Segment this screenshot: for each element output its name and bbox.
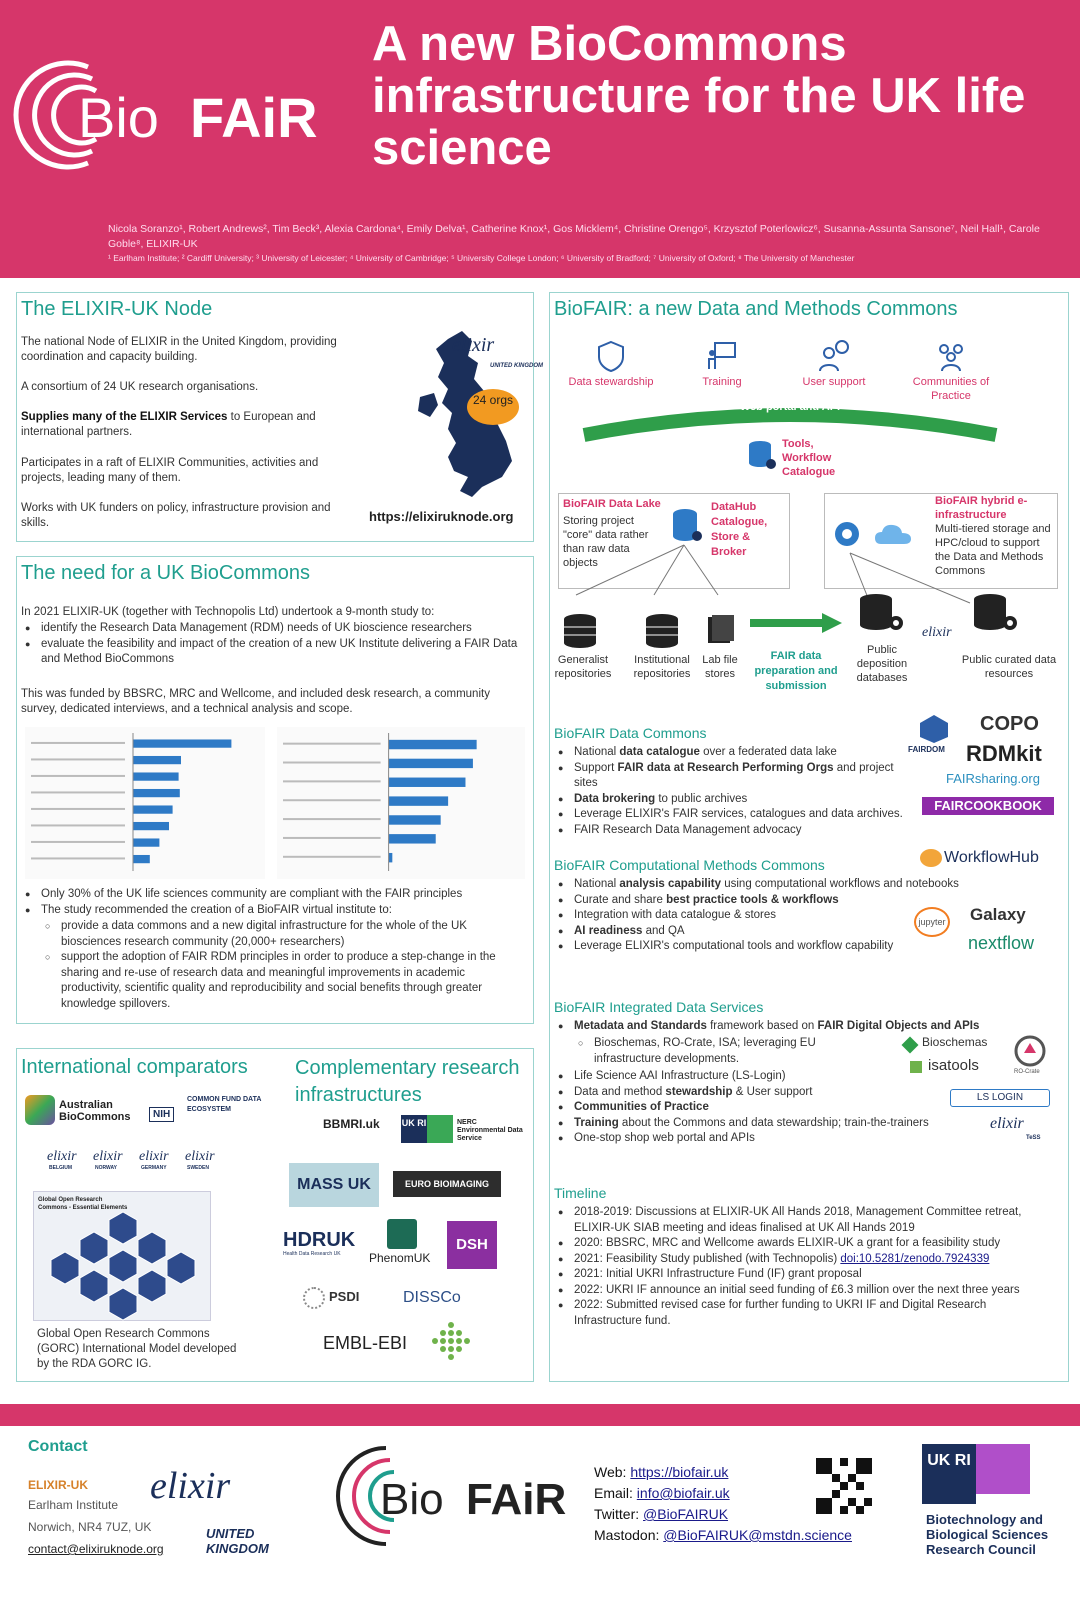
integrated-item: ● Life Science AAI Infrastructure (LS-Login): [554, 1069, 1024, 1085]
doi-link[interactable]: doi:10.5281/zenodo.7924339: [840, 1252, 990, 1265]
gorc-diagram-title: Global Open Research Commons - Essential Elements: [38, 1197, 128, 1211]
elixir-germany-logo: elixir: [139, 1149, 169, 1164]
list-item: [554, 939, 1024, 955]
icon-user-support: [794, 339, 874, 389]
chart-bar: [389, 815, 441, 824]
survey-chart-1: [25, 727, 265, 879]
integrated-text: framework based on: [706, 1020, 818, 1032]
lab-file-store-icon: [704, 613, 736, 645]
icon-label: Data stewardship: [568, 376, 654, 388]
chart-bar: [389, 853, 393, 862]
list-item: [554, 877, 1024, 893]
fair-prep-arrow-icon: [748, 611, 844, 635]
item-text: Leverage ELIXIR's FAIR services, catalogues and data archives.: [574, 808, 903, 820]
nextflow-logo: nextflow: [968, 933, 1035, 953]
timeline-item: ● 2020: BBSRC, MRC and Wellcome awards ELIXIR-UK a grant for a feasibility study: [554, 1236, 1024, 1252]
data-commons-list: [554, 745, 914, 838]
chart-bar: [133, 805, 173, 813]
affiliations: ¹ Earlham Institute; ² Cardiff University; ³ University of Leicester; ⁴ University of Cambridge; ⁵ University College London; ⁶ University of Bradford; ⁷ University of Oxford; ⁸ The University of Manchester: [108, 253, 855, 263]
hdruk-logo: HDRUK: [283, 1229, 356, 1251]
chart-bar: [133, 739, 231, 747]
elixir-node-p4: Participates in a raft of ELIXIR Communities, activities and projects, leading many of them.: [21, 457, 319, 484]
item-text: Curate and share: [574, 893, 667, 906]
chart-bar: [389, 834, 436, 843]
contact-org: ELIXIR-UK: [28, 1478, 88, 1492]
list-item: [554, 924, 1024, 940]
timeline-item: [554, 1252, 1024, 1268]
elixir-node-heading: The ELIXIR-UK Node: [21, 298, 213, 320]
elixir-node-p3-rest: to European and international partners.: [21, 411, 316, 438]
footer-biofair-logo: [336, 1440, 586, 1552]
chart-bar: [133, 822, 169, 830]
contact-heading: Contact: [28, 1438, 88, 1455]
ukri-logo: UK RI: [922, 1444, 976, 1504]
qr-code-icon[interactable]: [816, 1458, 872, 1514]
public-curated-db-icon: [970, 593, 1020, 633]
header-banner: [0, 0, 1080, 278]
elixir-sweden-logo: elixir: [185, 1149, 215, 1164]
data-lake-title: BioFAIR Data Lake: [563, 498, 661, 510]
elixir-map-logo: elixir: [452, 334, 495, 356]
item-text: Support: [574, 761, 618, 774]
data-commons-heading: BioFAIR Data Commons: [554, 725, 707, 741]
bbsrc-label: Biotechnology and Biological Sciences Research Council: [926, 1512, 1049, 1557]
need-heading: The need for a UK BioCommons: [21, 562, 311, 584]
generalist-repo-label: Generalist repositories: [554, 654, 612, 680]
elixir-node-p5: Works with UK funders on policy, infrastructure provision and skills.: [21, 502, 331, 529]
gorc-caption: Global Open Research Commons (GORC) International Model developed by the RDA GORC IG.: [37, 1328, 237, 1370]
category-label-placeholder: [31, 775, 125, 777]
footer-mastodon-row: [594, 1525, 852, 1546]
item-bold: data catalogue: [619, 746, 700, 758]
footer-contact-block: [594, 1462, 852, 1546]
logo-bio: Bio: [78, 86, 159, 149]
timeline-item: ● 2021: Initial UKRI Infrastructure Fund (IF) grant proposal: [554, 1267, 1024, 1283]
elixir-map-sub: UNITED KINGDOM: [490, 363, 543, 369]
orgs-badge: 24 orgs: [467, 389, 519, 425]
integrated-sublist: [574, 1036, 834, 1067]
nerc-icon: [427, 1115, 453, 1143]
lslogin-logo: LS LOGIN: [950, 1089, 1050, 1107]
list-item: [554, 761, 914, 792]
panel-elixir-node: [16, 292, 543, 542]
australian-biocommons-logo: Australian BioCommons: [59, 1099, 131, 1123]
comp-methods-heading: BioFAIR Computational Methods Commons: [554, 857, 825, 873]
chart-bar: [133, 855, 150, 863]
integrated-subitem: ○ Bioschemas, RO-Crate, ISA; leveraging EU infrastructure developments.: [574, 1036, 834, 1067]
fairdom-icon: [914, 713, 954, 745]
chart-bar: [133, 789, 180, 797]
chart-bar: [389, 740, 477, 749]
rocrate-icon: [1008, 1033, 1052, 1069]
data-lake-text: Storing project "core" data rather than raw data objects: [563, 515, 649, 569]
survey-chart-2: [277, 727, 525, 879]
chart-bar: [389, 778, 466, 787]
timeline-heading: Timeline: [554, 1185, 607, 1201]
contact-email-link[interactable]: contact@elixiruknode.org: [28, 1542, 164, 1556]
emblebi-dots-icon: [431, 1321, 471, 1361]
fairsharing-logo: FAIRsharing.org: [946, 771, 1040, 786]
gorc-diagram: [33, 1191, 211, 1321]
lab-file-store-label: Lab file stores: [702, 654, 738, 680]
phenomuk-icon: [387, 1219, 417, 1249]
fairdom-logo: FAIRDOM: [908, 745, 945, 754]
web-label: Web:: [594, 1464, 627, 1480]
category-label-placeholder: [283, 799, 381, 801]
footer-elixir-logo: elixir: [150, 1465, 231, 1507]
need-bullet: ● Only 30% of the UK life sciences community are compliant with the FAIR principles: [21, 887, 526, 903]
database-icon: [671, 508, 703, 544]
emblebi-logo: EMBL-EBI: [323, 1333, 408, 1353]
contact-inst: Earlham Institute: [28, 1498, 119, 1512]
isatools-icon: [910, 1061, 922, 1073]
phenomuk-logo: PhenomUK: [369, 1251, 431, 1265]
chart-bar: [133, 772, 179, 780]
hybrid-title: BioFAIR hybrid e-infrastructure: [935, 495, 1028, 521]
bbmri-logo: BBMRI.uk: [323, 1117, 380, 1131]
list-item: [554, 745, 914, 761]
intl-heading: International comparators: [21, 1056, 248, 1078]
list-item: [554, 823, 914, 839]
bioschemas-icon: [902, 1037, 919, 1054]
integrated-bold: stewardship: [665, 1085, 733, 1098]
institutional-repo-label: Institutional repositories: [633, 654, 691, 680]
item-bold: Data brokering: [574, 792, 656, 805]
elixir-germany-sub: GERMANY: [141, 1165, 167, 1171]
integrated-list: [554, 1019, 1024, 1035]
integrated-text: Data and method: [574, 1085, 666, 1098]
twitter-link[interactable]: @BioFAIRUK: [643, 1506, 729, 1522]
category-label-placeholder: [283, 743, 381, 745]
psdi-icon: [303, 1287, 325, 1309]
elixir-node-p1: The national Node of ELIXIR in the United Kingdom, providing coordination and capacity building.: [21, 336, 337, 363]
public-deposition-db-icon: [856, 593, 906, 633]
category-label-placeholder: [283, 762, 381, 764]
web-portal-label: Web portal and API: [739, 401, 841, 413]
logo-fair: FAiR: [190, 86, 318, 149]
email-link[interactable]: info@biofair.uk: [636, 1485, 730, 1501]
item-text: over a federated data lake: [699, 746, 837, 758]
chart-bar: [133, 838, 159, 846]
item-bold: analysis capability: [619, 878, 722, 890]
item-text: using computational workflows and notebooks: [721, 878, 959, 890]
category-label-placeholder: [283, 856, 381, 858]
timeline-item: ● 2022: Submitted revised case for further funding to UKRI IF and Digital Research Infrastructure fund.: [554, 1298, 1024, 1329]
category-label-placeholder: [283, 837, 381, 839]
category-label-placeholder: [31, 857, 125, 859]
integrated-item: [554, 1116, 1024, 1132]
massuk-logo: MASS UK: [289, 1163, 379, 1207]
timeline-list: [554, 1205, 1024, 1329]
elixir-node-p2: A consortium of 24 UK research organisations.: [21, 381, 259, 393]
category-label-placeholder: [31, 742, 125, 744]
biofair-heading: BioFAIR: a new Data and Methods Commons: [554, 298, 958, 320]
panel-need: [16, 556, 534, 1024]
category-label-placeholder: [31, 808, 125, 810]
item-bold: AI readiness: [574, 924, 643, 937]
icon-data-stewardship: [566, 339, 656, 389]
psdi-logo: PSDI: [329, 1289, 360, 1304]
timeline-text: 2021: Feasibility Study published (with Technopolis): [574, 1252, 841, 1265]
galaxy-logo: Galaxy: [970, 905, 1026, 924]
workflowhub-logo: WorkflowHub: [944, 849, 1039, 866]
item-text: National: [574, 746, 620, 758]
institutional-repo-icon: [642, 613, 682, 649]
need-subbullet: ○ provide a data commons and a new digital infrastructure for the whole of the UK biosciences research community (20,000+ researchers): [41, 919, 526, 950]
fair-prep-label: FAIR data preparation and submission: [754, 650, 838, 692]
need-intro: In 2021 ELIXIR-UK (together with Technopolis Ltd) undertook a 9-month study to:: [21, 606, 435, 618]
integrated-item: ● One-stop shop web portal and APIs: [554, 1131, 1024, 1147]
footer-web-row: [594, 1462, 852, 1483]
user-question-icon: [817, 339, 851, 373]
item-text: and QA: [642, 924, 685, 937]
web-link[interactable]: https://biofair.uk: [630, 1464, 729, 1480]
datahub-label: DataHub Catalogue, Store & Broker: [711, 501, 768, 558]
list-item: [554, 908, 1024, 924]
elixir-node-p3: [21, 410, 351, 440]
mastodon-label: Mastodon:: [594, 1527, 660, 1543]
category-label-placeholder: [283, 780, 381, 782]
panel-comparators: [16, 1048, 534, 1382]
elixir-node-url[interactable]: https://elixiruknode.org: [369, 509, 514, 524]
need-sublist: [41, 919, 526, 1012]
tess-logo: TeSS: [1026, 1135, 1041, 1141]
hybrid-text: Multi-tiered storage and HPC/cloud to support the Data and Methods Commons: [935, 523, 1051, 577]
nerc-logo: NERC Environmental Data Service: [457, 1119, 523, 1142]
generalist-repo-icon: [560, 613, 600, 649]
page-title: A new BioCommons infrastructure for the UK life science: [372, 17, 1026, 175]
category-label-placeholder: [31, 758, 125, 760]
need-list-2: [21, 887, 526, 918]
integrated-text: about the Commons and data stewardship; train-the-trainers: [618, 1116, 929, 1129]
cfde-logo: COMMON FUND DATA ECOSYSTEM: [187, 1096, 262, 1113]
timeline-item: ● 2022: UKRI IF announce an initial seed funding of £6.3 million over the next three years: [554, 1283, 1024, 1299]
dsh-logo: DSH: [447, 1221, 497, 1269]
integrated-bold: Training: [574, 1116, 619, 1129]
footer-logo-fair: FAiR: [466, 1475, 567, 1524]
list-item: [554, 792, 914, 808]
isatools-logo: isatools: [928, 1057, 979, 1074]
list-item: [554, 807, 914, 823]
gorc-hexagons-icon: [34, 1192, 212, 1322]
item-text: National: [574, 878, 620, 890]
ukri-small-logo: UK RI: [401, 1115, 427, 1143]
public-curated-label: Public curated data resources: [961, 654, 1057, 680]
elixir-norway-logo: elixir: [93, 1149, 123, 1164]
need-bullet: ● The study recommended the creation of a BioFAIR virtual institute to:: [21, 903, 526, 919]
category-label-placeholder: [31, 824, 125, 826]
item-text: Leverage ELIXIR's computational tools and workflow capability: [574, 940, 894, 952]
panel-biofair: [549, 292, 1069, 1382]
integrated-list-2: [554, 1069, 1024, 1147]
rdmkit-logo: RDMkit: [966, 741, 1042, 766]
elixir-belgium-sub: BELGIUM: [49, 1165, 73, 1171]
item-text: to public archives: [655, 792, 748, 805]
australian-biocommons-icon: [25, 1095, 55, 1125]
item-bold: FAIR data at Research Performing Orgs: [617, 761, 834, 774]
group-icon: [934, 339, 968, 373]
chart-bar: [389, 759, 473, 768]
mastodon-link[interactable]: @BioFAIRUK@mstdn.science: [663, 1527, 852, 1543]
eurobioimaging-logo: EURO BIOIMAGING: [393, 1171, 501, 1197]
need-bullet: ● evaluate the feasibility and impact of the creation of a new UK Institute delivering a FAIR Data and Method BioCommons: [21, 637, 526, 668]
workflowhub-icon: [920, 849, 942, 867]
integrated-bold: Metadata and Standards: [574, 1020, 707, 1032]
biofair-logo: [20, 55, 340, 175]
integrated-item: [554, 1019, 1024, 1035]
nih-logo: NIH: [149, 1107, 174, 1122]
integrated-bold: FAIR Digital Objects and APIs: [817, 1020, 980, 1032]
category-label-placeholder: [283, 818, 381, 820]
dissco-logo: DISSCo: [403, 1289, 461, 1306]
twitter-label: Twitter:: [594, 1506, 640, 1522]
complementary-heading: Complementary research infrastructures: [295, 1057, 520, 1106]
integrated-heading: BioFAIR Integrated Data Services: [554, 999, 764, 1015]
category-label-placeholder: [31, 791, 125, 793]
item-bold: best practice tools & workflows: [666, 893, 839, 906]
elixir-node-p3-bold: Supplies many of the ELIXIR Services: [21, 411, 228, 423]
footer-bar: [0, 1404, 1080, 1426]
elixir-belgium-logo: elixir: [47, 1149, 77, 1164]
tools-label: Tools, Workflow Catalogue: [782, 438, 836, 478]
footer-twitter-row: [594, 1504, 852, 1525]
list-item: [554, 893, 1024, 909]
integrated-text: & User support: [732, 1085, 813, 1098]
icon-communities: [906, 339, 996, 403]
authors: Nicola Soranzo¹, Robert Andrews², Tim Beck³, Alexia Cardona⁴, Emily Delva¹, Catherine Knox¹, Gos Micklem⁴, Christine Orengo⁵, Krzysztof Poterlowicz⁶, Susanna-Assunta Sansone⁷, Neil Hall¹, Carole Goble⁸, ELIXIR-UK: [108, 223, 1040, 250]
elixir-tess-logo: elixir: [990, 1115, 1024, 1132]
chart-bar: [133, 756, 181, 764]
item-text: Integration with data catalogue & stores: [574, 909, 777, 921]
need-subbullet: ○ support the adoption of FAIR RDM principles in order to produce a step-change in the sharing and re-use of research data and meaningful improvements in academic productivity, scientific quality and reproducibility and social benefits through greater knowledge spillovers.: [41, 950, 526, 1012]
category-label-placeholder: [31, 841, 125, 843]
elixir-norway-sub: NORWAY: [95, 1165, 117, 1171]
integrated-bold: Communities of Practice: [574, 1101, 709, 1113]
bioschemas-logo: Bioschemas: [922, 1035, 988, 1049]
email-label: Email:: [594, 1485, 633, 1501]
icon-label: Communities of Practice: [912, 376, 990, 402]
need-list-1: [21, 621, 526, 668]
shield-icon: [594, 339, 628, 373]
jupyter-logo: jupyter: [914, 907, 950, 937]
need-funded: This was funded by BBSRC, MRC and Wellcome, and included desk research, a community survey, dedicated interviews, and a technical analysis and scope.: [21, 688, 490, 715]
comp-methods-list: [554, 877, 1024, 955]
copo-logo: COPO: [980, 713, 1039, 735]
item-text: FAIR Research Data Management advocacy: [574, 823, 802, 836]
public-deposition-label: Public deposition databases: [856, 644, 908, 684]
timeline-item: ● 2018-2019: Discussions at ELIXIR-UK All Hands 2018, Management Committee retreat, ELIXIR-UK SIAB meeting and ideas finalised at UK All Hands 2019: [554, 1205, 1024, 1236]
faircookbook-logo: FAIRCOOKBOOK: [922, 797, 1054, 815]
database-gear-icon: [746, 439, 778, 471]
contact-address: Norwich, NR4 7UZ, UK: [28, 1520, 152, 1534]
hdruk-sub: Health Data Research UK: [283, 1251, 341, 1257]
need-bullet: ● identify the Research Data Management (RDM) needs of UK bioscience researchers: [21, 621, 526, 637]
chart-bar: [389, 796, 449, 805]
presentation-icon: [705, 339, 739, 373]
icon-label: Training: [702, 376, 742, 388]
ukri-purple-block: [976, 1444, 1030, 1494]
elixir-sweden-sub: SWEDEN: [187, 1165, 209, 1171]
elixir-diagram-logo: elixir: [922, 625, 952, 640]
icon-label: User support: [802, 376, 866, 388]
footer-elixir-sub: UNITED KINGDOM: [206, 1526, 269, 1556]
item-text: and project sites: [574, 761, 894, 789]
rocrate-logo: RO-Crate: [1014, 1069, 1040, 1075]
footer-logo-bio: Bio: [380, 1475, 444, 1524]
icon-training: [682, 339, 762, 389]
footer-email-row: [594, 1483, 852, 1504]
